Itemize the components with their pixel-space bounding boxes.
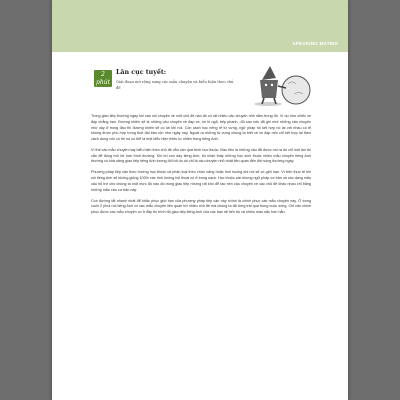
book-page — [52, 0, 348, 400]
badge-line1: 2 phút — [96, 71, 110, 86]
badge-line2: xử ĐỘNG NÃO — [94, 87, 112, 90]
body-text — [91, 114, 311, 221]
paragraph-3: Phương pháp tiếp cận theo hướng học thuộc và phân loại theo chức năng hoặc tình huống khi nói sẽ có giới hạn. Vì trên thực tế khi nói tiếng Anh sẽ không giống 100% các tình huống hội thoại có ở trong sách. Học thuộc các khung ngữ pháp cơ bản và các dạng mẫu câu hỗ trợ cho chúng ta một mức độ nào đó trong giao tiếp nhưng rất khó để tạo nên câu chuyện về các chủ đề khác nhau chỉ bằng những mẫu câu cơ bản này. — [91, 170, 311, 192]
paragraph-1: Trong giao tiếp thường ngày khi cần nói chuyện về một chủ đề nào đó có rất nhiều câu chuyện nhỏ nằm trong đó. Ví dụ như chiếc xe đạp chẳng hạn. Đương nhiên sẽ là những câu chuyện về đạp xe, rồi bị ngã, bếp phanh...đủ sao nếu đã ghi nhớ những câu chuyện như vậy ở trong đầu thì đương nhiên sẽ có lợi khi nói. Còn cách học riêng rẽ từ vựng, ngữ pháp rồi kết hợp nó lại với nhau có lẽ không được phù hợp trong thời đại bận rộn như ngày nay. Ngoài ra những từ vựng chúng ta biết về xe đạp nếu chỉ kết hợp lại theo cách dùng vốn có thì nó có thể là một biểu hiện thiếu tự nhiên trong tiếng Anh. — [91, 114, 311, 141]
running-header: SPEAKING MATRIX — [292, 41, 338, 46]
snowball-character-illustration — [252, 60, 314, 110]
paragraph-4: Con đường tắt nhanh nhất để khắc phục giới hạn của phương pháp tiếp cận này chính là chinh phục các mẫu chuyện này. Ở trong cuốn 2 phút nói tiếng Anh có các mẫu chuyện liên quan tới nhiều chủ đề mà chúng ta đã từng trải qua trong cuộc sống. Chỉ cần chinh phục được các mẫu chuyện có ở đây thì trình độ giao tiếp tiếng Anh của các bạn sẽ tiến bộ và nhiều màu sắc hơn hẳn. — [91, 198, 311, 215]
header-bar — [52, 0, 348, 52]
paragraph-2: Vì thế các mẫu chuyện hay biểu hiện theo chủ đề vẫn cần quá trình học thuộc. Đầu tiên là những câu đã được nói ra dù chỉ một lần thì vẫn để đúng mở lời hơn bình thường. Khi lời còn day tiếng Anh, tôi nhận thấy những học sinh thuộc nhiều mẫu chuyện tiếng Anh thường có khả năng giao tiếp tiếng Anh tương đối tốt do dù chỉ là câu chuyện nhỏ nhặt liên quan đến đời sống thường ngày. — [91, 147, 311, 164]
section-subtitle: Giải đoạn mở rộng sang các mẫu chuyện và biểu hiện theo chủ đề — [116, 80, 234, 90]
section-title: Lăn cục tuyết: — [116, 69, 167, 76]
section-badge — [94, 70, 112, 90]
